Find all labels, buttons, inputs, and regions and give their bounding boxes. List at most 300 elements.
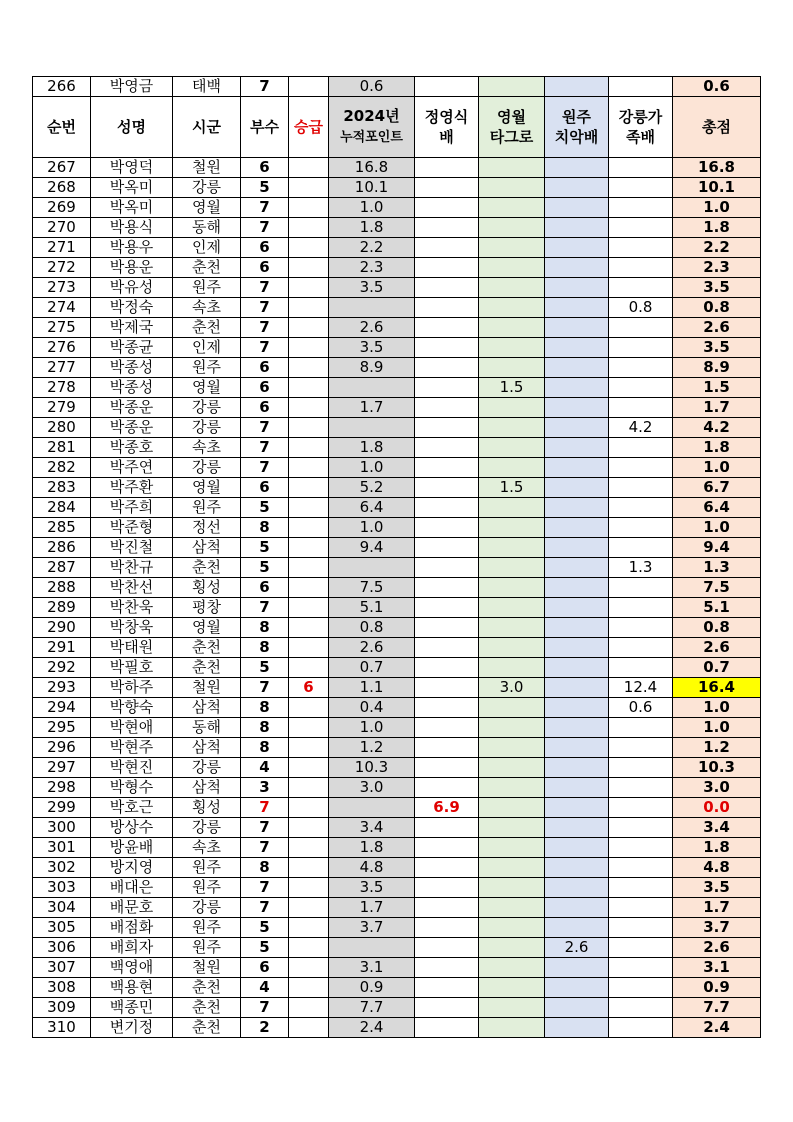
cell-jy [415, 918, 479, 938]
cell-yw [479, 738, 545, 758]
cell-jy [415, 618, 479, 638]
cell-points: 0.8 [329, 618, 415, 638]
cell-yw [479, 418, 545, 438]
table-row [33, 458, 761, 478]
cell-wj [545, 438, 609, 458]
cell-seung [289, 598, 329, 618]
cell-jy [415, 718, 479, 738]
table-row [33, 358, 761, 378]
table-row [33, 578, 761, 598]
cell-wj [545, 598, 609, 618]
cell-bu: 7 [241, 878, 289, 898]
cell-jy [415, 598, 479, 618]
cell-city: 원주 [173, 858, 241, 878]
cell-yw [479, 818, 545, 838]
cell-seung [289, 778, 329, 798]
cell-name: 배대은 [91, 878, 173, 898]
cell-total: 1.7 [673, 898, 761, 918]
cell-seung [289, 318, 329, 338]
cell-bu: 8 [241, 738, 289, 758]
cell-city: 강릉 [173, 758, 241, 778]
cell-bu: 8 [241, 518, 289, 538]
cell-no: 299 [33, 798, 91, 818]
cell-gn [609, 758, 673, 778]
cell-wj [545, 898, 609, 918]
cell-gn [609, 838, 673, 858]
cell-seung [289, 758, 329, 778]
cell-jy [415, 938, 479, 958]
cell-gn [609, 77, 673, 97]
cell-seung [289, 618, 329, 638]
cell-seung [289, 538, 329, 558]
cell-seung [289, 278, 329, 298]
cell-wj [545, 198, 609, 218]
cell-name: 박종운 [91, 418, 173, 438]
cell-seung [289, 378, 329, 398]
cell-bu: 8 [241, 858, 289, 878]
cell-no: 278 [33, 378, 91, 398]
cell-jy [415, 478, 479, 498]
cell-bu: 7 [241, 678, 289, 698]
table-row [33, 518, 761, 538]
cell-bu: 7 [241, 418, 289, 438]
table-row [33, 758, 761, 778]
cell-no: 274 [33, 298, 91, 318]
cell-gn [609, 498, 673, 518]
cell-bu: 7 [241, 598, 289, 618]
cell-wj: 2.6 [545, 938, 609, 958]
cell-points: 2.6 [329, 638, 415, 658]
cell-bu: 6 [241, 258, 289, 278]
header-jy-sub: 배 [439, 128, 454, 146]
cell-no: 283 [33, 478, 91, 498]
cell-no: 307 [33, 958, 91, 978]
cell-yw [479, 1018, 545, 1038]
cell-bu: 5 [241, 498, 289, 518]
cell-bu: 8 [241, 618, 289, 638]
cell-points [329, 298, 415, 318]
cell-name: 백영애 [91, 958, 173, 978]
cell-name: 박용운 [91, 258, 173, 278]
cell-no: 310 [33, 1018, 91, 1038]
cell-city: 삼척 [173, 538, 241, 558]
cell-gn [609, 718, 673, 738]
cell-no: 309 [33, 998, 91, 1018]
cell-jy [415, 158, 479, 178]
cell-yw: 1.5 [479, 378, 545, 398]
cell-bu: 6 [241, 358, 289, 378]
cell-gn [609, 478, 673, 498]
cell-gn [609, 458, 673, 478]
cell-yw [479, 898, 545, 918]
cell-wj [545, 978, 609, 998]
cell-name: 박종균 [91, 338, 173, 358]
cell-yw [479, 458, 545, 478]
table-row [33, 738, 761, 758]
cell-city: 인제 [173, 338, 241, 358]
cell-total: 3.5 [673, 878, 761, 898]
cell-jy [415, 778, 479, 798]
cell-jy [415, 298, 479, 318]
cell-total: 8.9 [673, 358, 761, 378]
table-row [33, 538, 761, 558]
cell-total: 0.6 [673, 77, 761, 97]
cell-points: 8.9 [329, 358, 415, 378]
cell-city: 영월 [173, 198, 241, 218]
cell-bu: 6 [241, 158, 289, 178]
cell-bu: 7 [241, 318, 289, 338]
cell-name: 박필호 [91, 658, 173, 678]
cell-bu: 7 [241, 838, 289, 858]
table-row [33, 798, 761, 818]
cell-name: 박주희 [91, 498, 173, 518]
cell-points: 3.5 [329, 278, 415, 298]
cell-no: 296 [33, 738, 91, 758]
cell-bu: 5 [241, 658, 289, 678]
cell-no: 284 [33, 498, 91, 518]
cell-wj [545, 558, 609, 578]
cell-city: 강릉 [173, 418, 241, 438]
table-row [33, 858, 761, 878]
table-row [33, 918, 761, 938]
cell-points [329, 798, 415, 818]
table-row [33, 718, 761, 738]
cell-yw [479, 158, 545, 178]
cell-points: 3.5 [329, 878, 415, 898]
cell-bu: 7 [241, 458, 289, 478]
cell-seung [289, 398, 329, 418]
table-row [33, 898, 761, 918]
table-row [33, 1018, 761, 1038]
table-row [33, 298, 761, 318]
cell-gn: 12.4 [609, 678, 673, 698]
cell-yw [479, 398, 545, 418]
cell-total: 9.4 [673, 538, 761, 558]
cell-jy [415, 338, 479, 358]
cell-yw [479, 618, 545, 638]
cell-points: 3.0 [329, 778, 415, 798]
cell-seung [289, 158, 329, 178]
cell-gn [609, 338, 673, 358]
header-name: 성명 [91, 97, 173, 158]
cell-bu: 7 [241, 198, 289, 218]
cell-points: 1.8 [329, 438, 415, 458]
cell-yw [479, 298, 545, 318]
cell-name: 박유성 [91, 278, 173, 298]
cell-jy [415, 538, 479, 558]
cell-wj [545, 738, 609, 758]
header-points [329, 97, 415, 158]
cell-name: 배점화 [91, 918, 173, 938]
table-row [33, 77, 761, 97]
cell-city: 동해 [173, 218, 241, 238]
cell-yw [479, 258, 545, 278]
cell-bu: 3 [241, 778, 289, 798]
cell-points: 10.1 [329, 178, 415, 198]
cell-total: 3.0 [673, 778, 761, 798]
cell-city: 철원 [173, 158, 241, 178]
table-row [33, 598, 761, 618]
cell-name: 박영덕 [91, 158, 173, 178]
cell-seung [289, 178, 329, 198]
cell-name: 박주환 [91, 478, 173, 498]
cell-seung [289, 738, 329, 758]
header-jy [415, 97, 479, 158]
table-row [33, 178, 761, 198]
cell-jy [415, 178, 479, 198]
cell-seung [289, 558, 329, 578]
cell-points: 1.8 [329, 838, 415, 858]
cell-points: 16.8 [329, 158, 415, 178]
cell-points: 2.6 [329, 318, 415, 338]
cell-yw [479, 958, 545, 978]
cell-name: 박현진 [91, 758, 173, 778]
cell-city: 원주 [173, 358, 241, 378]
cell-seung [289, 898, 329, 918]
cell-seung [289, 458, 329, 478]
cell-city: 원주 [173, 938, 241, 958]
cell-city: 춘천 [173, 978, 241, 998]
header-points-sub: 누적포인트 [340, 130, 403, 145]
cell-total: 0.8 [673, 298, 761, 318]
cell-yw [479, 178, 545, 198]
cell-seung [289, 698, 329, 718]
cell-gn [609, 618, 673, 638]
cell-jy [415, 958, 479, 978]
cell-city: 속초 [173, 838, 241, 858]
cell-gn [609, 918, 673, 938]
cell-gn: 4.2 [609, 418, 673, 438]
cell-total: 1.0 [673, 718, 761, 738]
header-yw-top: 영월 [497, 108, 526, 126]
cell-name: 배문호 [91, 898, 173, 918]
cell-city: 철원 [173, 678, 241, 698]
cell-total: 1.7 [673, 398, 761, 418]
cell-no: 306 [33, 938, 91, 958]
header-wj [545, 97, 609, 158]
cell-name: 박현주 [91, 738, 173, 758]
header-no: 순번 [33, 97, 91, 158]
cell-seung [289, 938, 329, 958]
header-row [33, 97, 761, 158]
cell-points: 2.4 [329, 1018, 415, 1038]
table-body [33, 77, 761, 1038]
cell-wj [545, 218, 609, 238]
cell-seung [289, 798, 329, 818]
cell-total: 5.1 [673, 598, 761, 618]
cell-no: 277 [33, 358, 91, 378]
cell-bu: 6 [241, 958, 289, 978]
table-row [33, 998, 761, 1018]
cell-jy [415, 258, 479, 278]
cell-gn [609, 238, 673, 258]
cell-seung [289, 818, 329, 838]
cell-no: 273 [33, 278, 91, 298]
cell-jy [415, 658, 479, 678]
cell-points: 1.0 [329, 718, 415, 738]
header-seung: 승급 [289, 97, 329, 158]
cell-jy [415, 518, 479, 538]
cell-jy [415, 758, 479, 778]
table-row [33, 498, 761, 518]
cell-bu: 6 [241, 578, 289, 598]
cell-gn [609, 778, 673, 798]
cell-no: 282 [33, 458, 91, 478]
cell-wj [545, 358, 609, 378]
cell-no: 294 [33, 698, 91, 718]
cell-wj [545, 918, 609, 938]
cell-city: 영월 [173, 478, 241, 498]
table-row [33, 438, 761, 458]
cell-jy [415, 638, 479, 658]
cell-total: 0.8 [673, 618, 761, 638]
cell-seung [289, 658, 329, 678]
cell-jy [415, 278, 479, 298]
cell-gn [609, 278, 673, 298]
cell-points: 1.0 [329, 458, 415, 478]
cell-no: 297 [33, 758, 91, 778]
cell-jy [415, 878, 479, 898]
cell-yw [479, 758, 545, 778]
table-row [33, 958, 761, 978]
header-city: 시군 [173, 97, 241, 158]
cell-jy [415, 358, 479, 378]
cell-jy [415, 858, 479, 878]
cell-name: 박형수 [91, 778, 173, 798]
table-row [33, 778, 761, 798]
table-row [33, 558, 761, 578]
cell-city: 춘천 [173, 638, 241, 658]
cell-bu: 4 [241, 758, 289, 778]
cell-gn [609, 958, 673, 978]
cell-name: 박종운 [91, 398, 173, 418]
cell-total: 1.0 [673, 698, 761, 718]
cell-bu: 8 [241, 718, 289, 738]
cell-gn [609, 358, 673, 378]
cell-seung [289, 638, 329, 658]
cell-wj [545, 698, 609, 718]
cell-total: 6.4 [673, 498, 761, 518]
cell-yw [479, 238, 545, 258]
cell-jy [415, 558, 479, 578]
cell-jy: 6.9 [415, 798, 479, 818]
cell-total: 0.0 [673, 798, 761, 818]
cell-wj [545, 998, 609, 1018]
cell-points: 2.2 [329, 238, 415, 258]
cell-jy [415, 458, 479, 478]
cell-yw: 3.0 [479, 678, 545, 698]
cell-no: 279 [33, 398, 91, 418]
cell-wj [545, 77, 609, 97]
cell-total: 1.5 [673, 378, 761, 398]
cell-gn [609, 878, 673, 898]
cell-city: 원주 [173, 918, 241, 938]
cell-bu: 6 [241, 398, 289, 418]
cell-points: 0.4 [329, 698, 415, 718]
cell-city: 춘천 [173, 658, 241, 678]
cell-yw [479, 338, 545, 358]
cell-no: 291 [33, 638, 91, 658]
cell-gn [609, 818, 673, 838]
cell-wj [545, 838, 609, 858]
cell-wj [545, 578, 609, 598]
cell-jy [415, 418, 479, 438]
cell-city: 정선 [173, 518, 241, 538]
cell-city: 춘천 [173, 558, 241, 578]
table-row [33, 658, 761, 678]
cell-wj [545, 178, 609, 198]
cell-jy [415, 978, 479, 998]
cell-yw [479, 858, 545, 878]
cell-yw [479, 198, 545, 218]
cell-points [329, 418, 415, 438]
cell-gn [609, 1018, 673, 1038]
cell-gn [609, 898, 673, 918]
cell-gn [609, 378, 673, 398]
cell-jy [415, 838, 479, 858]
cell-city: 원주 [173, 498, 241, 518]
table-row [33, 478, 761, 498]
cell-city: 태백 [173, 77, 241, 97]
cell-bu: 7 [241, 818, 289, 838]
cell-name: 박종호 [91, 438, 173, 458]
cell-no: 303 [33, 878, 91, 898]
cell-no: 292 [33, 658, 91, 678]
cell-points: 7.7 [329, 998, 415, 1018]
cell-total: 1.8 [673, 838, 761, 858]
cell-name: 박영금 [91, 77, 173, 97]
cell-gn [609, 998, 673, 1018]
cell-seung [289, 338, 329, 358]
cell-yw [479, 698, 545, 718]
cell-city: 강릉 [173, 178, 241, 198]
cell-gn [609, 398, 673, 418]
cell-points: 1.8 [329, 218, 415, 238]
cell-wj [545, 278, 609, 298]
cell-bu: 7 [241, 298, 289, 318]
cell-bu: 7 [241, 77, 289, 97]
cell-name: 박찬선 [91, 578, 173, 598]
cell-bu: 2 [241, 1018, 289, 1038]
cell-gn [609, 578, 673, 598]
cell-no: 269 [33, 198, 91, 218]
cell-name: 박용우 [91, 238, 173, 258]
table-row [33, 698, 761, 718]
cell-city: 강릉 [173, 458, 241, 478]
table-row [33, 198, 761, 218]
cell-gn [609, 178, 673, 198]
header-yw [479, 97, 545, 158]
cell-seung [289, 358, 329, 378]
cell-no: 298 [33, 778, 91, 798]
cell-name: 박옥미 [91, 178, 173, 198]
table-row [33, 818, 761, 838]
cell-no: 267 [33, 158, 91, 178]
cell-name: 박종성 [91, 358, 173, 378]
cell-name: 박제국 [91, 318, 173, 338]
cell-points [329, 558, 415, 578]
table-row [33, 218, 761, 238]
cell-gn [609, 538, 673, 558]
cell-bu: 7 [241, 898, 289, 918]
cell-jy [415, 1018, 479, 1038]
cell-seung [289, 718, 329, 738]
cell-seung [289, 958, 329, 978]
cell-name: 박호근 [91, 798, 173, 818]
cell-points [329, 378, 415, 398]
cell-points: 1.0 [329, 198, 415, 218]
cell-points: 1.0 [329, 518, 415, 538]
